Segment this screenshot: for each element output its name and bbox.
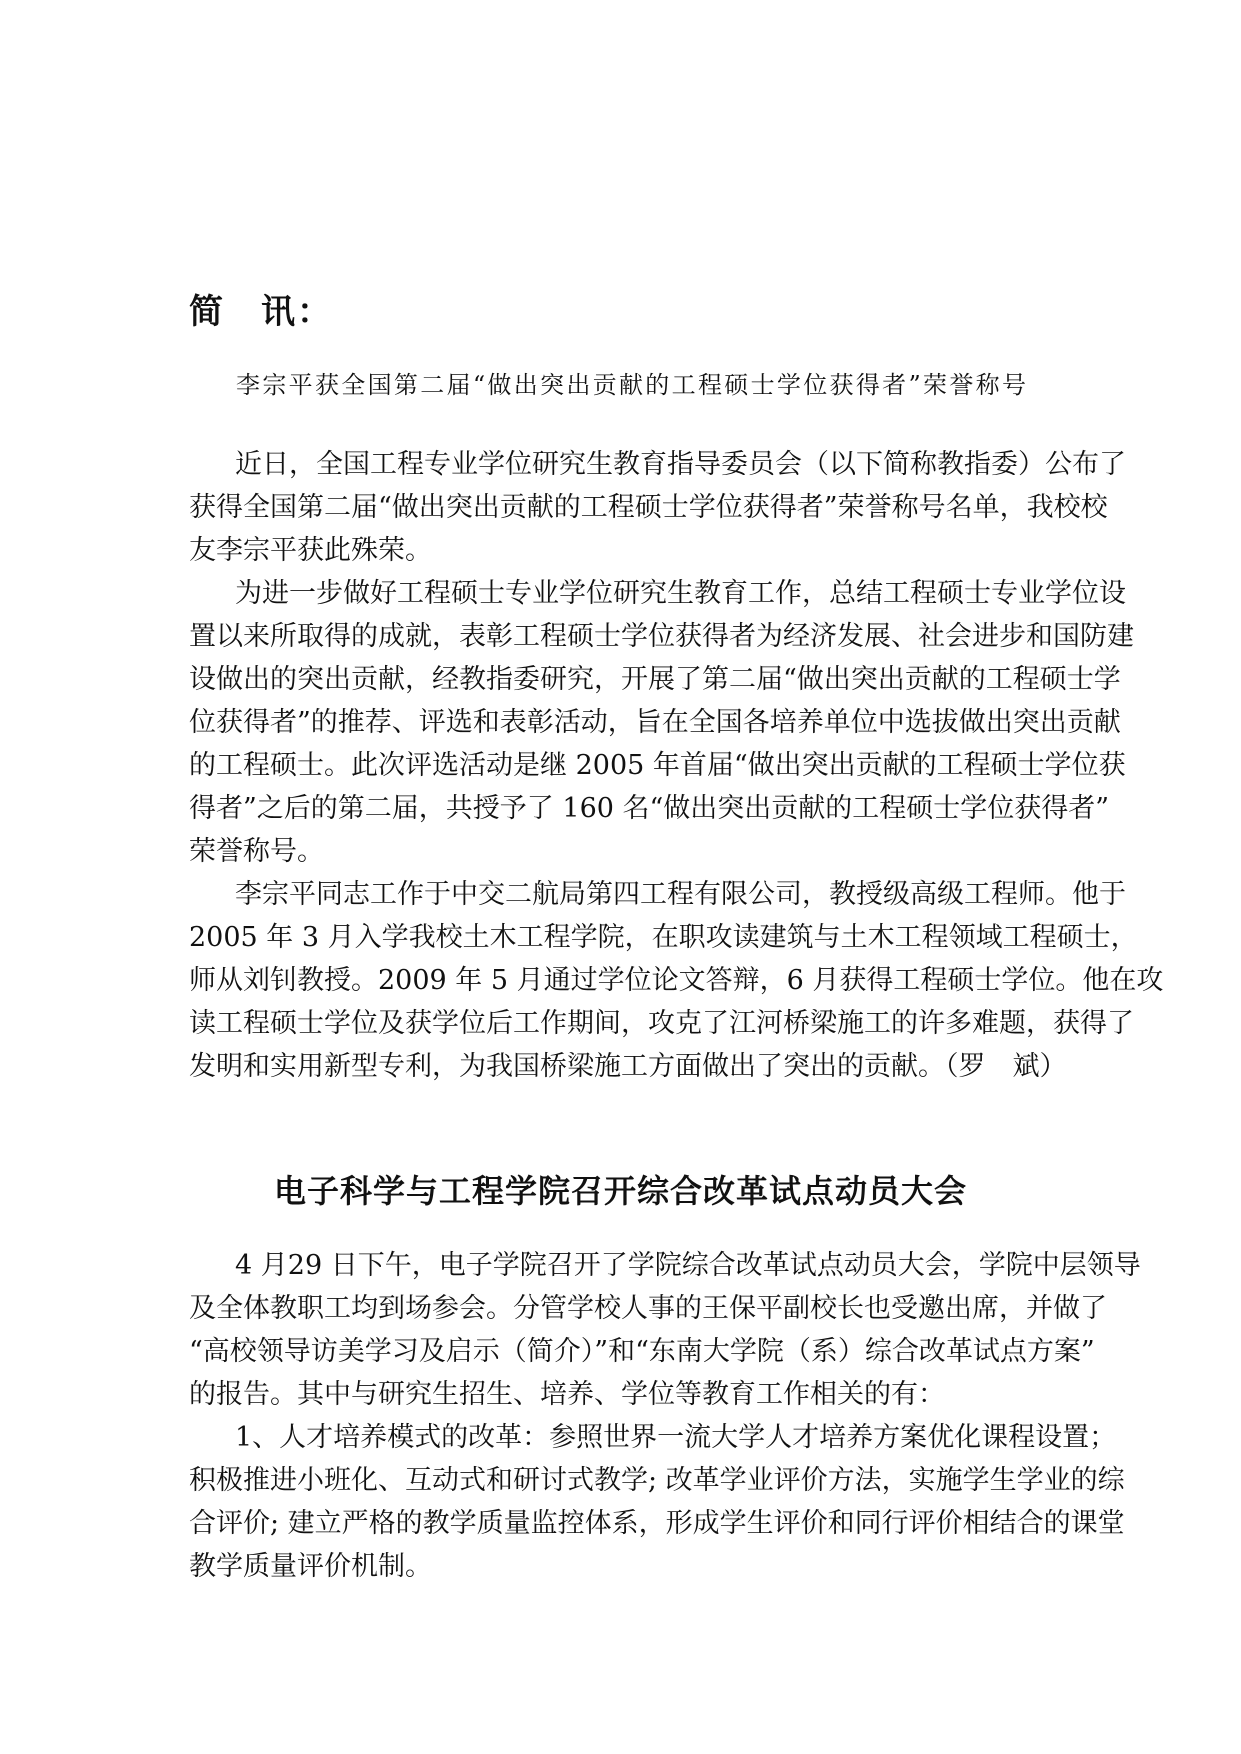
paragraph [189, 873, 1164, 1088]
text-line: 发明和实用新型专利，为我国桥梁施工方面做出了突出的贡献。（罗 斌） [189, 1051, 1067, 1082]
text-line: “高校领导访美学习及启示（简介）”和“东南大学院（系）综合改革试点方案” [189, 1336, 1095, 1367]
text-line: 4 月29 日下午，电子学院召开了学院综合改革试点动员大会，学院中层领导 [235, 1250, 1141, 1281]
text-line: 的工程硕士。此次评选活动是继 2005 年首届“做出突出贡献的工程硕士学位获 [189, 750, 1126, 781]
text-line: 积极推进小班化、互动式和研讨式教学; 改革学业评价方法，实施学生学业的综 [189, 1465, 1125, 1496]
text-line: 得者”之后的第二届，共授予了 160 名“做出突出贡献的工程硕士学位获得者” [189, 793, 1110, 824]
article2-body [189, 1244, 1141, 1588]
text-line: 荣誉称号。 [189, 836, 324, 867]
text-line: 李宗平同志工作于中交二航局第四工程有限公司，教授级高级工程师。他于 [235, 879, 1126, 910]
paragraph [189, 1244, 1141, 1416]
text-line: 位获得者”的推荐、评选和表彰活动，旨在全国各培养单位中选拔做出突出贡献 [189, 707, 1121, 738]
text-line: 近日，全国工程专业学位研究生教育指导委员会（以下简称教指委）公布了 [235, 449, 1126, 480]
text-line: 合评价; 建立严格的教学质量监控体系，形成学生评价和同行评价相结合的课堂 [189, 1508, 1125, 1539]
section-heading-right: 讯： [261, 292, 333, 332]
text-line: 为进一步做好工程硕士专业学位研究生教育工作，总结工程硕士专业学位设 [235, 578, 1126, 609]
text-line: 读工程硕士学位及获学位后工作期间，攻克了江河桥梁施工的许多难题，获得了 [189, 1008, 1134, 1039]
text-line: 友李宗平获此殊荣。 [189, 535, 432, 566]
article1-body [189, 443, 1164, 1088]
paragraph [189, 572, 1134, 873]
text-line: 教学质量评价机制。 [189, 1551, 432, 1582]
section-heading [189, 284, 333, 333]
text-line: 2005 年 3 月入学我校土木工程学院，在职攻读建筑与土木工程领域工程硕士， [189, 922, 1138, 953]
article2-title: 电子科学与工程学院召开综合改革试点动员大会 [273, 1172, 967, 1210]
text-line: 及全体教职工均到场参会。分管学校人事的王保平副校长也受邀出席，并做了 [189, 1293, 1107, 1324]
paragraph [189, 1416, 1125, 1588]
text-line: 师从刘钊教授。2009 年 5 月通过学位论文答辩，6 月获得工程硕士学位。他在攻 [189, 965, 1164, 996]
text-line: 设做出的突出贡献，经教指委研究，开展了第二届“做出突出贡献的工程硕士学 [189, 664, 1121, 695]
section-heading-left: 简 [189, 292, 225, 332]
text-line: 置以来所取得的成就，表彰工程硕士学位获得者为经济发展、社会进步和国防建 [189, 621, 1134, 652]
article1-title: 李宗平获全国第二届“做出突出贡献的工程硕士学位获得者”荣誉称号 [236, 371, 1026, 399]
text-line: 1、人才培养模式的改革：参照世界一流大学人才培养方案优化课程设置； [235, 1422, 1117, 1453]
text-line: 获得全国第二届“做出突出贡献的工程硕士学位获得者”荣誉称号名单，我校校 [189, 492, 1108, 523]
text-line: 的报告。其中与研究生招生、培养、学位等教育工作相关的有： [189, 1379, 945, 1410]
paragraph [189, 443, 1126, 572]
